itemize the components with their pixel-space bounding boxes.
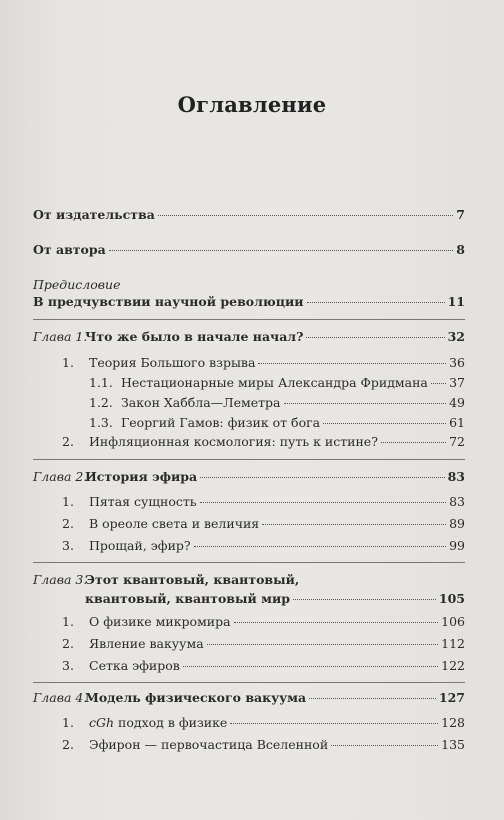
section-divider — [33, 562, 465, 563]
section-label: Инфляционная космология: путь к истине? — [89, 434, 378, 449]
section-label: Прощай, эфир? — [89, 538, 191, 553]
page-number: 99 — [449, 538, 465, 553]
toc-chapter-3-line1[interactable] — [33, 572, 299, 588]
toc-chapter-1[interactable] — [33, 329, 465, 345]
page-number: 106 — [441, 614, 465, 629]
chapter-title: Что же было в начале начал? — [85, 329, 304, 344]
toc-section[interactable] — [62, 494, 465, 510]
dot-leader — [207, 644, 438, 645]
section-divider — [33, 682, 465, 683]
chapter-title: История эфира — [85, 469, 198, 484]
section-label: Закон Хаббла—Леметра — [121, 395, 281, 410]
toc-entry-publisher[interactable] — [33, 207, 465, 223]
toc-section[interactable] — [62, 538, 465, 554]
page-number: 112 — [441, 636, 465, 651]
chapter-prefix: Глава 3. — [33, 572, 88, 587]
toc-section[interactable] — [62, 434, 465, 450]
preface-caption: Предисловие — [33, 277, 121, 292]
section-label: Теория Большого взрыва — [89, 355, 256, 370]
section-label: Нестационарные миры Александра Фридмана — [121, 375, 428, 390]
dot-leader — [306, 337, 444, 338]
section-number: 1.2. — [89, 395, 113, 410]
section-label: Эфирон — первочастица Вселенной — [89, 737, 329, 752]
toc-subsection[interactable] — [89, 415, 465, 431]
toc-section[interactable] — [62, 737, 465, 753]
page-number: 61 — [449, 415, 465, 430]
section-number: 1.1. — [89, 375, 113, 390]
section-label: Явление вакуума — [89, 636, 204, 651]
section-divider — [33, 459, 465, 460]
dot-leader — [309, 698, 436, 699]
section-label: Сетка эфиров — [89, 658, 180, 673]
toc-subsection[interactable] — [89, 375, 465, 391]
page-number: 49 — [449, 395, 465, 410]
chapter-title: Этот квантовый, квантовый, — [85, 572, 300, 587]
dot-leader — [109, 250, 454, 251]
section-label: Пятая сущность — [89, 494, 197, 509]
toc-section[interactable] — [62, 636, 465, 652]
chapter-prefix: Глава 4. — [33, 690, 88, 705]
dot-leader — [230, 723, 438, 724]
dot-leader — [381, 442, 446, 443]
section-label: Георгий Гамов: физик от бога — [121, 415, 321, 430]
dot-leader — [284, 403, 447, 404]
section-number: 1. — [62, 715, 74, 730]
entry-label: От издательства — [33, 207, 155, 222]
chapter-prefix: Глава 2. — [33, 469, 88, 484]
page-number: 11 — [447, 294, 465, 309]
section-number: 3. — [62, 538, 74, 553]
toc-section[interactable] — [62, 614, 465, 630]
dot-leader — [183, 666, 438, 667]
toc-chapter-3[interactable] — [85, 591, 465, 607]
dot-leader — [200, 477, 444, 478]
section-label-rest: подход в физике — [114, 715, 228, 730]
page-number: 37 — [449, 375, 465, 390]
toc-chapter-2[interactable] — [33, 469, 465, 485]
section-number: 1. — [62, 614, 74, 629]
page-number: 89 — [449, 516, 465, 531]
page-number: 135 — [441, 737, 465, 752]
page-number: 122 — [441, 658, 465, 673]
section-number: 1.3. — [89, 415, 113, 430]
section-divider — [33, 319, 465, 320]
page-number: 105 — [438, 591, 465, 606]
section-number: 1. — [62, 355, 74, 370]
section-number: 2. — [62, 516, 74, 531]
section-label: О физике микромира — [89, 614, 231, 629]
page-number: 72 — [449, 434, 465, 449]
page-number: 83 — [447, 469, 465, 484]
page-number: 83 — [449, 494, 465, 509]
page-number: 127 — [438, 690, 465, 705]
dot-leader — [323, 423, 446, 424]
page-number: 128 — [441, 715, 465, 730]
dot-leader — [262, 524, 446, 525]
section-number: 1. — [62, 494, 74, 509]
entry-label: В предчувствии научной революции — [33, 294, 304, 309]
toc-section[interactable] — [62, 658, 465, 674]
toc-section[interactable] — [62, 715, 465, 731]
toc-entry-preface[interactable] — [33, 294, 465, 310]
page-title: Оглавление — [177, 92, 327, 117]
dot-leader — [200, 502, 447, 503]
dot-leader — [331, 745, 438, 746]
section-number: 3. — [62, 658, 74, 673]
dot-leader — [234, 622, 439, 623]
dot-leader — [258, 363, 446, 364]
chapter-title-continued: квантовый, квантовый мир — [85, 591, 290, 606]
toc-section[interactable] — [62, 355, 465, 371]
page-number: 7 — [456, 207, 465, 222]
toc-section[interactable] — [62, 516, 465, 532]
section-label-italic: cGh — [89, 715, 115, 730]
dot-leader — [158, 215, 453, 216]
section-number: 2. — [62, 434, 74, 449]
entry-label: От автора — [33, 242, 106, 257]
section-label: В ореоле света и величия — [89, 516, 260, 531]
toc-entry-author[interactable] — [33, 242, 465, 258]
section-label — [89, 715, 227, 731]
dot-leader — [293, 599, 436, 600]
dot-leader — [194, 546, 446, 547]
dot-leader — [431, 383, 446, 384]
section-number: 2. — [62, 636, 74, 651]
dot-leader — [307, 302, 445, 303]
chapter-prefix: Глава 1. — [33, 329, 88, 344]
toc-subsection[interactable] — [89, 395, 465, 411]
page-number: 36 — [449, 355, 465, 370]
page-number: 8 — [456, 242, 465, 257]
section-number: 2. — [62, 737, 74, 752]
chapter-title: Модель физического вакуума — [85, 690, 307, 705]
toc-chapter-4[interactable] — [33, 690, 465, 706]
page-number: 32 — [447, 329, 465, 344]
